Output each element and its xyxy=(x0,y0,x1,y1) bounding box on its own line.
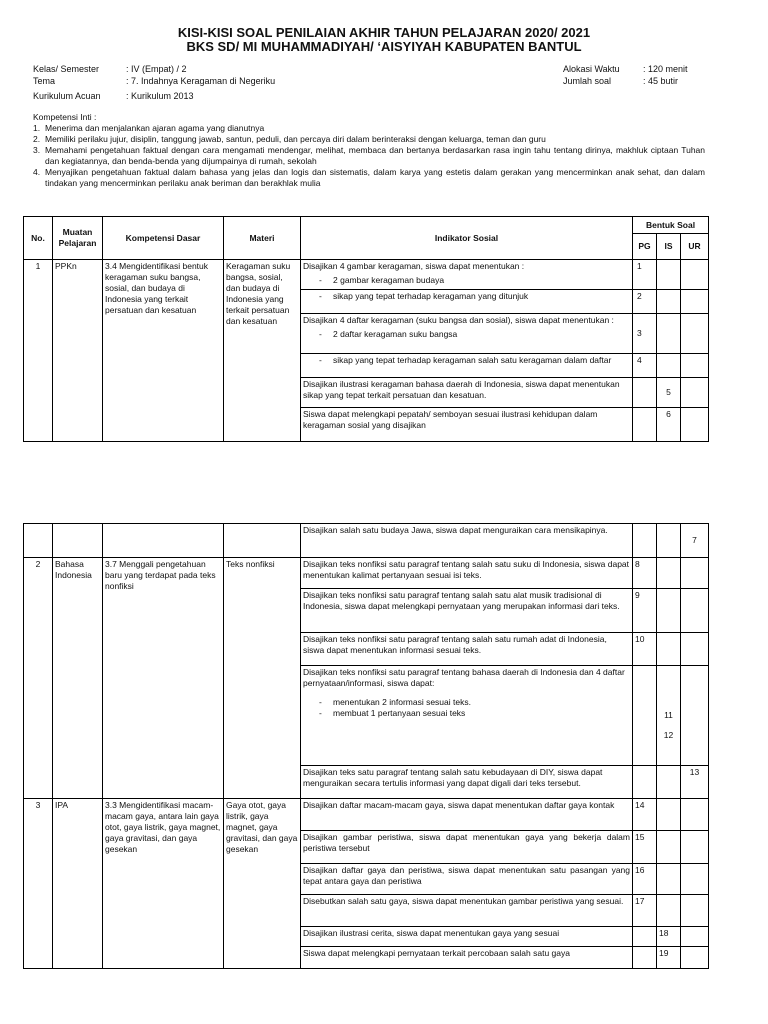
row-indikator: Disajikan teks nonfiksi satu paragraf tentang salah satu rumah adat di Indonesia, siswa dapat menentukan informasi sesuai teks. xyxy=(301,633,633,666)
row-no xyxy=(24,524,53,558)
row-indikator: - sikap yang tepat terhadap keragaman salah satu keragaman dalam daftar xyxy=(301,354,633,378)
row-pg xyxy=(633,408,657,442)
row-pg: 4 xyxy=(633,354,657,378)
row-indikator: Disajikan gambar peristiwa, siswa dapat menentukan gaya yang bekerja dalam peristiwa tersebut xyxy=(301,831,633,864)
row-pg: 15 xyxy=(633,831,657,864)
tema-label: Tema xyxy=(33,76,56,86)
row-no: 2 xyxy=(24,558,53,799)
row-muatan: IPA xyxy=(53,799,103,969)
row-is: 6 xyxy=(657,408,681,442)
row-muatan: PPKn xyxy=(53,260,103,442)
row-is xyxy=(657,314,681,354)
row-indikator: Siswa dapat melengkapi pepatah/ semboyan sesuai ilustrasi kehidupan dalam keragaman sosial yang disajikan xyxy=(301,408,633,442)
row-pg: 1 xyxy=(633,260,657,290)
row-pg: 3 xyxy=(633,314,657,354)
row-is xyxy=(657,864,681,895)
row-indikator: Siswa dapat melengkapi pernyataan terkait percobaan salah satu gaya xyxy=(301,947,633,969)
row-ur xyxy=(681,290,709,314)
row-is xyxy=(657,558,681,589)
document-subtitle: BKS SD/ MI MUHAMMADIYAH/ ‘AISYIYAH KABUPATEN BANTUL xyxy=(186,39,582,54)
row-indikator: Disajikan teks nonfiksi satu paragraf tentang salah satu alat musik tradisional di Indonesia, siswa dapat melengkapi pernyataan yang merupakan informasi dari teks. xyxy=(301,589,633,633)
row-ur xyxy=(681,589,709,633)
row-pg xyxy=(633,947,657,969)
row-is xyxy=(657,589,681,633)
row-kd: 3.4 Mengidentifikasi bentuk keragaman suku bangsa, sosial, dan budaya di Indonesia yang terkait persatuan dan kesatuan xyxy=(103,260,224,442)
row-ur: 13 xyxy=(681,766,709,799)
list-item: 1. Menerima dan menjalankan ajaran agama yang dianutnya xyxy=(33,123,265,133)
header-bentuk-soal: Bentuk Soal xyxy=(633,217,709,234)
document-title: KISI-KISI SOAL PENILAIAN AKHIR TAHUN PELAJARAN 2020/ 2021 xyxy=(177,25,591,40)
table-row xyxy=(24,799,709,831)
alokasi-label: Alokasi Waktu xyxy=(563,64,620,74)
row-no: 3 xyxy=(24,799,53,969)
row-pg: 16 xyxy=(633,864,657,895)
kisi-kisi-table-1 xyxy=(23,216,709,442)
row-is: 19 xyxy=(657,947,681,969)
kisi-kisi-table-2 xyxy=(23,523,709,969)
row-indikator: Disebutkan salah satu gaya, siswa dapat menentukan gambar peristiwa yang sesuai. xyxy=(301,895,633,927)
row-is xyxy=(657,290,681,314)
row-kd: 3.7 Menggali pengetahuan baru yang terdapat pada teks nonfiksi xyxy=(103,558,224,799)
row-pg: 10 xyxy=(633,633,657,666)
row-muatan: Bahasa Indonesia xyxy=(53,558,103,799)
row-indikator: Disajikan ilustrasi keragaman bahasa daerah di Indonesia, siswa dapat menentukan sikap yang tepat terkait persatuan dan kesatuan. xyxy=(301,378,633,408)
row-ur xyxy=(681,314,709,354)
row-pg: 14 xyxy=(633,799,657,831)
row-pg xyxy=(633,766,657,799)
row-pg xyxy=(633,524,657,558)
list-item: 3. Memahami pengetahuan faktual dengan cara mengamati mendengar, melihat, membaca dan bertanya berdasarkan rasa ingin tahu tentang dirinya, makhluk ciptaan Tuhan dan kegiatannya, dan benda-benda yang dijumpainya di rumah, sekolah xyxy=(33,145,705,166)
header-ur: UR xyxy=(681,234,709,260)
row-ur xyxy=(681,378,709,408)
row-indikator: Disajikan salah satu budaya Jawa, siswa dapat menguraikan cara mensikapinya. xyxy=(301,524,633,558)
kelas-value: : IV (Empat) / 2 xyxy=(126,64,187,74)
row-no: 1 xyxy=(24,260,53,442)
row-is xyxy=(657,633,681,666)
row-ur xyxy=(681,558,709,589)
row-kd: 3.3 Mengidentifikasi macam-macam gaya, antara lain gaya otot, gaya listrik, gaya magnet, gaya gravitasi, dan gaya gesekan xyxy=(103,799,224,969)
row-pg xyxy=(633,378,657,408)
row-pg: 9 xyxy=(633,589,657,633)
row-ur xyxy=(681,666,709,766)
row-is xyxy=(657,260,681,290)
row-indikator: - sikap yang tepat terhadap keragaman yang ditunjuk xyxy=(301,290,633,314)
row-materi xyxy=(224,524,301,558)
row-pg: 17 xyxy=(633,895,657,927)
row-indikator: Disajikan 4 daftar keragaman (suku bangsa dan sosial), siswa dapat menentukan : - 2 daftar keragaman suku bangsa xyxy=(301,314,633,354)
kompetensi-inti-title: Kompetensi Inti : xyxy=(33,112,97,122)
row-materi: Gaya otot, gaya listrik, gaya magnet, gaya gravitasi, dan gaya gesekan xyxy=(224,799,301,969)
row-materi: Teks nonfiksi xyxy=(224,558,301,799)
row-pg xyxy=(633,666,657,766)
table-row xyxy=(24,260,709,290)
row-ur: 7 xyxy=(681,524,709,558)
row-pg xyxy=(633,927,657,947)
row-indikator: Disajikan teks nonfiksi satu paragraf tentang bahasa daerah di Indonesia dan 4 daftar pernyataan/informasi, siswa dapat: - menentukan 2 informasi sesuai teks. - membuat 1 pertanyaan sesuai teks xyxy=(301,666,633,766)
table-row xyxy=(24,524,709,558)
list-item: 4. Menyajikan pengetahuan faktual dalam bahasa yang jelas dan logis dan sistematis, dalam karya yang estetis dalam gerakan yang mencerminkan anak sehat, dan dalam tindakan yang mencerminkan perilaku anak beriman dan berakhlak mulia xyxy=(33,167,705,188)
header-indikator: Indikator Sosial xyxy=(301,217,633,260)
row-is: 18 xyxy=(657,927,681,947)
row-indikator: Disajikan ilustrasi cerita, siswa dapat menentukan gaya yang sesuai xyxy=(301,927,633,947)
kelas-label: Kelas/ Semester xyxy=(33,64,100,74)
row-muatan xyxy=(53,524,103,558)
row-pg: 2 xyxy=(633,290,657,314)
row-is xyxy=(657,524,681,558)
header-materi: Materi xyxy=(224,217,301,260)
row-is xyxy=(657,766,681,799)
alokasi-value: : 120 menit xyxy=(643,64,688,74)
kurikulum-label: Kurikulum Acuan xyxy=(33,91,101,101)
header-is: IS xyxy=(657,234,681,260)
row-ur xyxy=(681,354,709,378)
row-ur xyxy=(681,947,709,969)
row-is xyxy=(657,799,681,831)
row-ur xyxy=(681,927,709,947)
row-indikator: Disajikan teks satu paragraf tentang salah satu kebudayaan di DIY, siswa dapat menguraikan secara tertulis informasi yang dapat digali dari teks tersebut. xyxy=(301,766,633,799)
row-is: 5 xyxy=(657,378,681,408)
row-ur xyxy=(681,633,709,666)
row-kd xyxy=(103,524,224,558)
row-is xyxy=(657,895,681,927)
row-ur xyxy=(681,260,709,290)
kurikulum-value: : Kurikulum 2013 xyxy=(126,91,194,101)
row-indikator: Disajikan daftar gaya dan peristiwa, siswa dapat menentukan satu pasangan yang tepat antara gaya dan peristiwa xyxy=(301,864,633,895)
tema-value: : 7. Indahnya Keragaman di Negeriku xyxy=(126,76,276,86)
row-indikator: Disajikan daftar macam-macam gaya, siswa dapat menentukan daftar gaya kontak xyxy=(301,799,633,831)
row-materi: Keragaman suku bangsa, sosial, dan budaya di Indonesia yang terkait persatuan dan kesatuan xyxy=(224,260,301,442)
row-indikator: Disajikan 4 gambar keragaman, siswa dapat menentukan : - 2 gambar keragaman budaya xyxy=(301,260,633,290)
kompetensi-inti-list xyxy=(33,123,705,189)
jumlah-label: Jumlah soal xyxy=(563,76,612,86)
row-ur xyxy=(681,895,709,927)
row-ur xyxy=(681,408,709,442)
row-ur xyxy=(681,799,709,831)
row-indikator: Disajikan teks nonfiksi satu paragraf tentang salah satu suku di Indonesia, siswa dapat menentukan kalimat pertanyaan sesuai isi teks. xyxy=(301,558,633,589)
row-ur xyxy=(681,831,709,864)
row-ur xyxy=(681,864,709,895)
row-is xyxy=(657,354,681,378)
header-pg: PG xyxy=(633,234,657,260)
header-kd: Kompetensi Dasar xyxy=(103,217,224,260)
header-muatan: Muatan Pelajaran xyxy=(53,217,103,260)
row-is xyxy=(657,831,681,864)
row-is: 11 12 xyxy=(657,666,681,766)
list-item: 2. Memiliki perilaku jujur, disiplin, tanggung jawab, santun, peduli, dan percaya diri dalam berinteraksi dengan keluarga, teman dan guru xyxy=(33,134,546,144)
table-row xyxy=(24,558,709,589)
jumlah-value: : 45 butir xyxy=(643,76,679,86)
row-pg: 8 xyxy=(633,558,657,589)
header-no: No. xyxy=(24,217,53,260)
